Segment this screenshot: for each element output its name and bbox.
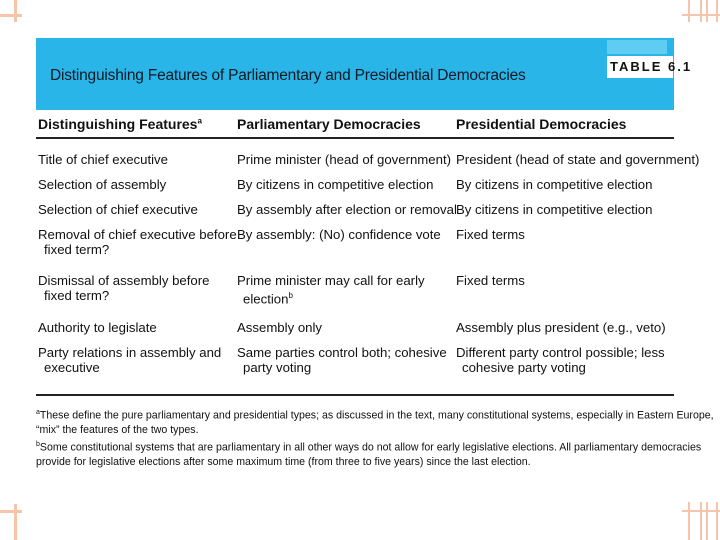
footnote-b-line-2: provide for legislative elections after some maximum time (from three to five years) since the last election. [36,455,531,468]
header-presidential: Presidential Democracies [456,116,627,132]
row-3-feature-line-2: fixed term? [44,242,110,257]
row-4-presidential: Fixed terms [456,273,525,288]
row-3-parliamentary: By assembly: (No) confidence vote [237,227,441,242]
row-2-presidential: By citizens in competitive election [456,202,653,217]
decor-line-top-right-3 [706,0,708,22]
footer-rule [36,394,674,396]
row-2-feature: Selection of chief executive [38,202,198,217]
row-1-feature: Selection of assembly [38,177,167,192]
row-5-parliamentary: Assembly only [237,320,323,335]
footnote-b-ref: b [288,291,293,300]
header-rule [36,137,674,139]
row-6-parliamentary-line-2: party voting [243,360,312,375]
row-6-feature-line-2: executive [44,360,100,375]
row-4-feature [38,273,210,303]
row-4-feature-line-2: fixed term? [44,288,110,303]
row-3-feature-line-1: Removal of chief executive before [38,227,237,242]
decor-line-bottom-right-4 [716,502,718,540]
row-4-feature-line-1: Dismissal of assembly before [38,273,210,288]
decor-line-bottom-left-h [0,510,22,513]
decor-line-bottom-right-1 [688,502,690,540]
row-5-presidential: Assembly plus president (e.g., veto) [456,320,666,335]
row-4-parliamentary [237,273,425,306]
row-6-parliamentary [237,345,447,375]
decor-line-top-right-2 [700,0,702,22]
decor-line-top-left-v [14,0,17,22]
decor-line-top-right-1 [688,0,690,22]
header-features: Distinguishing Features$^a$ [38,116,202,132]
row-4-parliamentary-line-1: Prime minister may call for early [237,273,425,288]
decor-line-bottom-right-2 [700,502,702,540]
row-6-presidential-line-1: Different party control possible; less [456,345,665,360]
row-6-feature [38,345,221,375]
table-number-label: TABLE 6.1 [607,56,673,78]
row-6-parliamentary-line-1: Same parties control both; cohesive [237,345,447,360]
table-figure [36,38,714,490]
row-4-parliamentary-line-2: election$^b$ [243,291,293,307]
table-title: Distinguishing Features of Parliamentary and Presidential Democracies [50,67,526,84]
row-6-feature-line-1: Party relations in assembly and [38,345,222,360]
decor-line-top-left-h [0,14,22,17]
row-6-presidential-line-2: cohesive party voting [462,360,586,375]
decor-line-bottom-left-v [14,504,17,540]
table-banner [36,38,693,110]
footnote-a-line-1: $^a$These define the pure parliamentary and presidential types; as discussed in the text, many constitutional systems, especially in Eastern Europe, [36,409,714,422]
decor-line-bottom-right-h [682,510,720,512]
row-5-feature: Authority to legislate [38,320,157,335]
row-2-parliamentary: By assembly after election or removal [237,202,457,217]
row-1-presidential: By citizens in competitive election [456,177,653,192]
decor-line-top-right-h [682,14,720,16]
table-footnotes [36,406,714,469]
decor-line-top-right-4 [716,0,718,22]
row-3-feature [38,227,237,257]
row-0-presidential: President (head of state and government) [456,152,700,167]
decor-line-bottom-right-3 [706,502,708,540]
footnote-b-line-1: $^b$Some constitutional systems that are parliamentary in all other ways do not allow for early legislative elections. All parliamentary democracies [36,440,702,454]
row-0-parliamentary: Prime minister (head of government) [237,152,452,167]
row-6-presidential [456,345,665,375]
footnote-a-line-2: “mix” the features of the two types. [36,424,199,437]
row-3-presidential: Fixed terms [456,227,525,242]
header-parliamentary: Parliamentary Democracies [237,116,421,132]
row-0-feature: Title of chief executive [38,152,168,167]
table-number-tab [607,40,667,54]
row-1-parliamentary: By citizens in competitive election [237,177,434,192]
